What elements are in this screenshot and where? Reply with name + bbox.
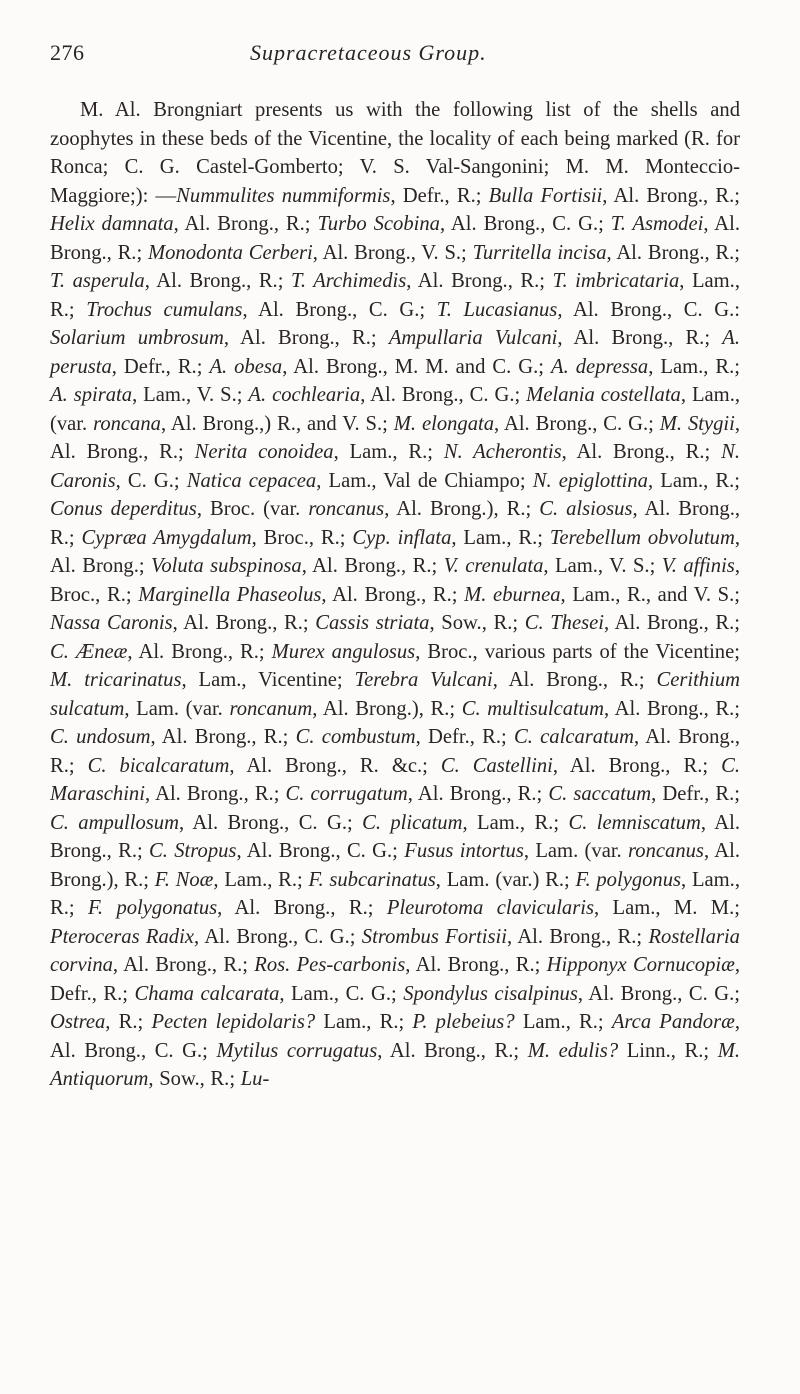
- running-title: Supracretaceous Group.: [250, 40, 487, 65]
- body-paragraph: M. Al. Brongniart presents us with the following list of the shells and zoophytes in these beds of the Vicentine, the locality of each being marked (R. for Ronca; C. G. Castel-Gomberto; V. S. Val-Sangonini; M. M. Monteccio-Maggiore;): —Nummulites nummiformis, Defr., R.; Bulla Fortisii, Al. Brong., R.; Helix damnata, Al. Brong., R.; Turbo Scobina, Al. Brong., C. G.; T. Asmodei, Al. Brong., R.; Monodonta Cerberi, Al. Brong., V. S.; Turritella incisa, Al. Brong., R.; T. asperula, Al. Brong., R.; T. Archimedis, Al. Brong., R.; T. imbricataria, Lam., R.; Trochus cumulans, Al. Brong., C. G.; T. Lucasianus, Al. Brong., C. G.: Solarium umbrosum, Al. Brong., R.; Ampullaria Vulcani, Al. Brong., R.; A. perusta, Defr., R.; A. obesa, Al. Brong., M. M. and C. G.; A. depressa, Lam., R.; A. spirata, Lam., V. S.; A. cochlearia, Al. Brong., C. G.; Melania costellata, Lam., (var. roncana, Al. Brong.,) R., and V. S.; M. elongata, Al. Brong., C. G.; M. Stygii, Al. Brong., R.; Nerita conoidea, Lam., R.; N. Acherontis, Al. Brong., R.; N. Caronis, C. G.; Natica cepacea, Lam., Val de Chiampo; N. epiglottina, Lam., R.; Conus deperditus, Broc. (var. roncanus, Al. Brong.), R.; C. alsiosus, Al. Brong., R.; Cypræa Amygdalum, Broc., R.; Cyp. inflata, Lam., R.; Terebellum obvolutum, Al. Brong.; Voluta subspinosa, Al. Brong., R.; V. crenulata, Lam., V. S.; V. affinis, Broc., R.; Marginella Phaseolus, Al. Brong., R.; M. eburnea, Lam., R., and V. S.; Nassa Caronis, Al. Brong., R.; Cassis striata, Sow., R.; C. Thesei, Al. Brong., R.; C. Æneæ, Al. Brong., R.; Murex angulosus, Broc., various parts of the Vicentine; M. tricarinatus, Lam., Vicentine; Terebra Vulcani, Al. Brong., R.; Cerithium sulcatum, Lam. (var. roncanum, Al. Brong.), R.; C. multisulcatum, Al. Brong., R.; C. undosum, Al. Brong., R.; C. combustum, Defr., R.; C. calcaratum, Al. Brong., R.; C. bicalcaratum, Al. Brong., R. &c.; C. Castellini, Al. Brong., R.; C. Maraschini, Al. Brong., R.; C. corrugatum, Al. Brong., R.; C. saccatum, Defr., R.; C. ampullosum, Al. Brong., C. G.; C. plicatum, Lam., R.; C. lemniscatum, Al. Brong., R.; C. Stropus, Al. Brong., C. G.; Fusus intortus, Lam. (var. roncanus, Al. Brong.), R.; F. Noæ, Lam., R.; F. subcarinatus, Lam. (var.) R.; F. polygonus, Lam., R.; F. polygonatus, Al. Brong., R.; Pleurotoma clavicularis, Lam., M. M.; Pteroceras Radix, Al. Brong., C. G.; Strombus Fortisii, Al. Brong., R.; Rostellaria corvina, Al. Brong., R.; Ros. Pes-carbonis, Al. Brong., R.; Hipponyx Cornucopiæ, Defr., R.; Chama calcarata, Lam., C. G.; Spondylus cisalpinus, Al. Brong., C. G.; Ostrea, R.; Pecten lepidolaris? Lam., R.; P. plebeius? Lam., R.; Arca Pandoræ, Al. Brong., C. G.; Mytilus corrugatus, Al. Brong., R.; M. edulis? Linn., R.; M. Antiquorum, Sow., R.; Lu-: [50, 99, 741, 1090]
- body-text: [50, 96, 740, 1094]
- page-number: 276: [50, 40, 85, 65]
- running-head: [50, 40, 740, 70]
